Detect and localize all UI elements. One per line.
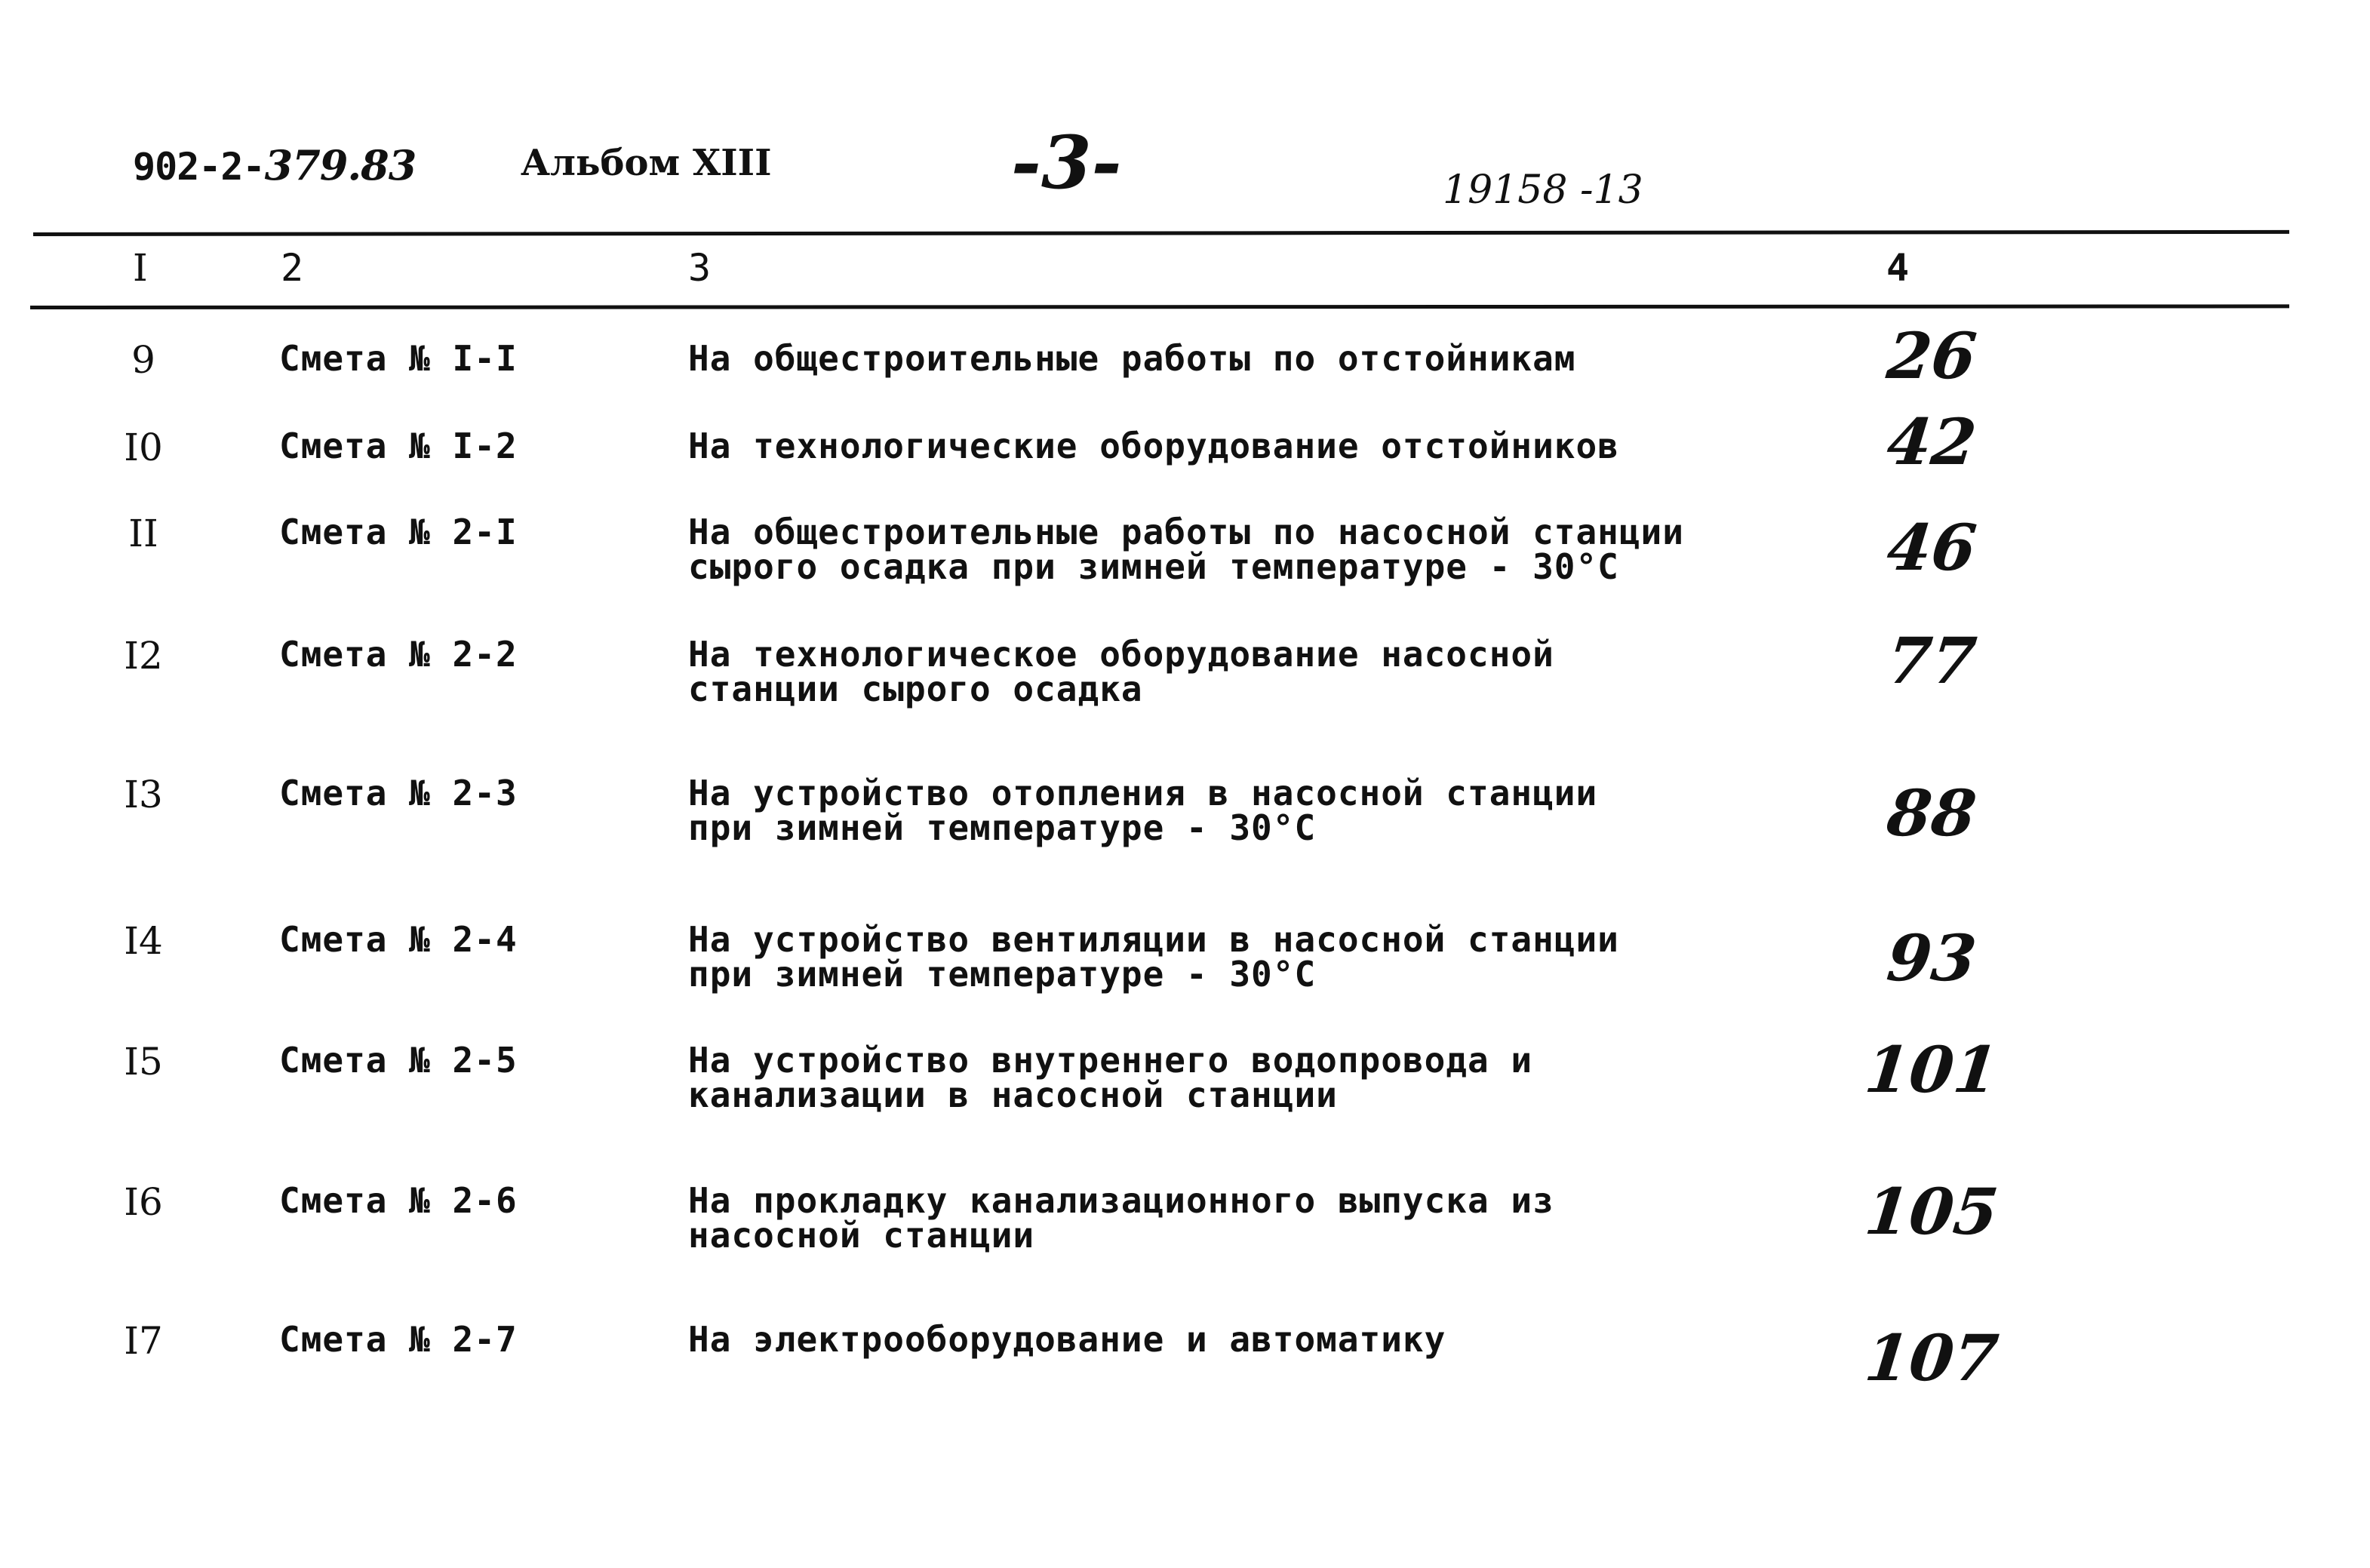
row-estimate: Смета № 2-7 [279,1319,518,1360]
row-description [688,338,1576,379]
row-page: 77 [1883,623,1980,698]
row-number: II [128,512,158,555]
row-estimate: Смета № 2-2 [279,634,518,675]
row-estimate: Смета № I-I [279,338,518,379]
row-description-line: На прокладку канализационного выпуска из [688,1180,1554,1221]
row-description-line: при зимней температуре - 30°C [688,807,1317,848]
column-header-page: 4 [1886,246,1910,290]
row-number: 9 [131,338,155,382]
row-estimate: Смета № 2-I [279,512,518,552]
column-header-description: 3 [688,246,712,290]
row-description [688,919,1619,995]
row-page: 46 [1883,510,1980,585]
row-page: 105 [1861,1174,2002,1249]
column-header-number: I [133,246,148,290]
row-description-line: станции сырого осадка [688,669,1143,709]
row-description-line: На устройство отопления в насосной станции [688,773,1598,813]
row-description-line: насосной станции [688,1215,1035,1256]
row-description [688,512,1684,587]
row-description-line: На устройство вентиляции в насосной станции [688,919,1619,960]
row-description [688,1319,1446,1360]
document-code-handwritten: 379.83 [264,141,417,189]
archive-number: 19158 -13 [1443,168,1643,213]
row-description-line: На электрооборудование и автоматику [688,1319,1446,1360]
row-description [688,634,1554,709]
row-description-line: сырого осадка при зимней температуре - 30°C [688,546,1619,587]
album-label: Альбом XIII [521,142,772,184]
page-number: -3- [1011,120,1122,205]
row-estimate: Смета № I-2 [279,426,518,466]
row-page: 93 [1883,921,1980,995]
row-number: I3 [124,773,163,816]
row-description-line: На технологическое оборудование насосной [688,634,1554,675]
row-number: I0 [124,426,163,469]
row-description-line: На общестроительные работы по отстойникам [688,338,1576,379]
row-description-line: На технологические оборудование отстойников [688,426,1619,466]
row-description [688,773,1598,848]
row-page: 26 [1883,318,1980,393]
document-code-prefix: 902-2- [133,145,265,189]
row-description [688,1040,1533,1115]
row-description-line: На общестроительные работы по насосной станции [688,512,1684,552]
row-description-line: На устройство внутреннего водопровода и [688,1040,1533,1081]
row-page: 42 [1883,404,1980,479]
row-number: I4 [124,919,163,963]
row-description [688,1180,1554,1256]
row-estimate: Смета № 2-3 [279,773,518,813]
table-header-rule [30,304,2289,309]
row-page: 101 [1861,1032,2002,1107]
row-page: 88 [1883,776,1980,850]
row-number: I6 [124,1180,163,1224]
column-header-estimate: 2 [281,246,304,290]
row-number: I7 [124,1319,163,1363]
row-number: I5 [124,1040,163,1084]
row-page: 107 [1861,1321,2002,1395]
row-description-line: при зимней температуре - 30°C [688,954,1317,995]
row-description [688,426,1619,466]
row-number: I2 [124,634,163,678]
table-top-rule [33,230,2289,236]
document-code [133,141,417,189]
row-estimate: Смета № 2-5 [279,1040,518,1081]
row-estimate: Смета № 2-6 [279,1180,518,1221]
row-estimate: Смета № 2-4 [279,919,518,960]
row-description-line: канализации в насосной станции [688,1075,1338,1115]
